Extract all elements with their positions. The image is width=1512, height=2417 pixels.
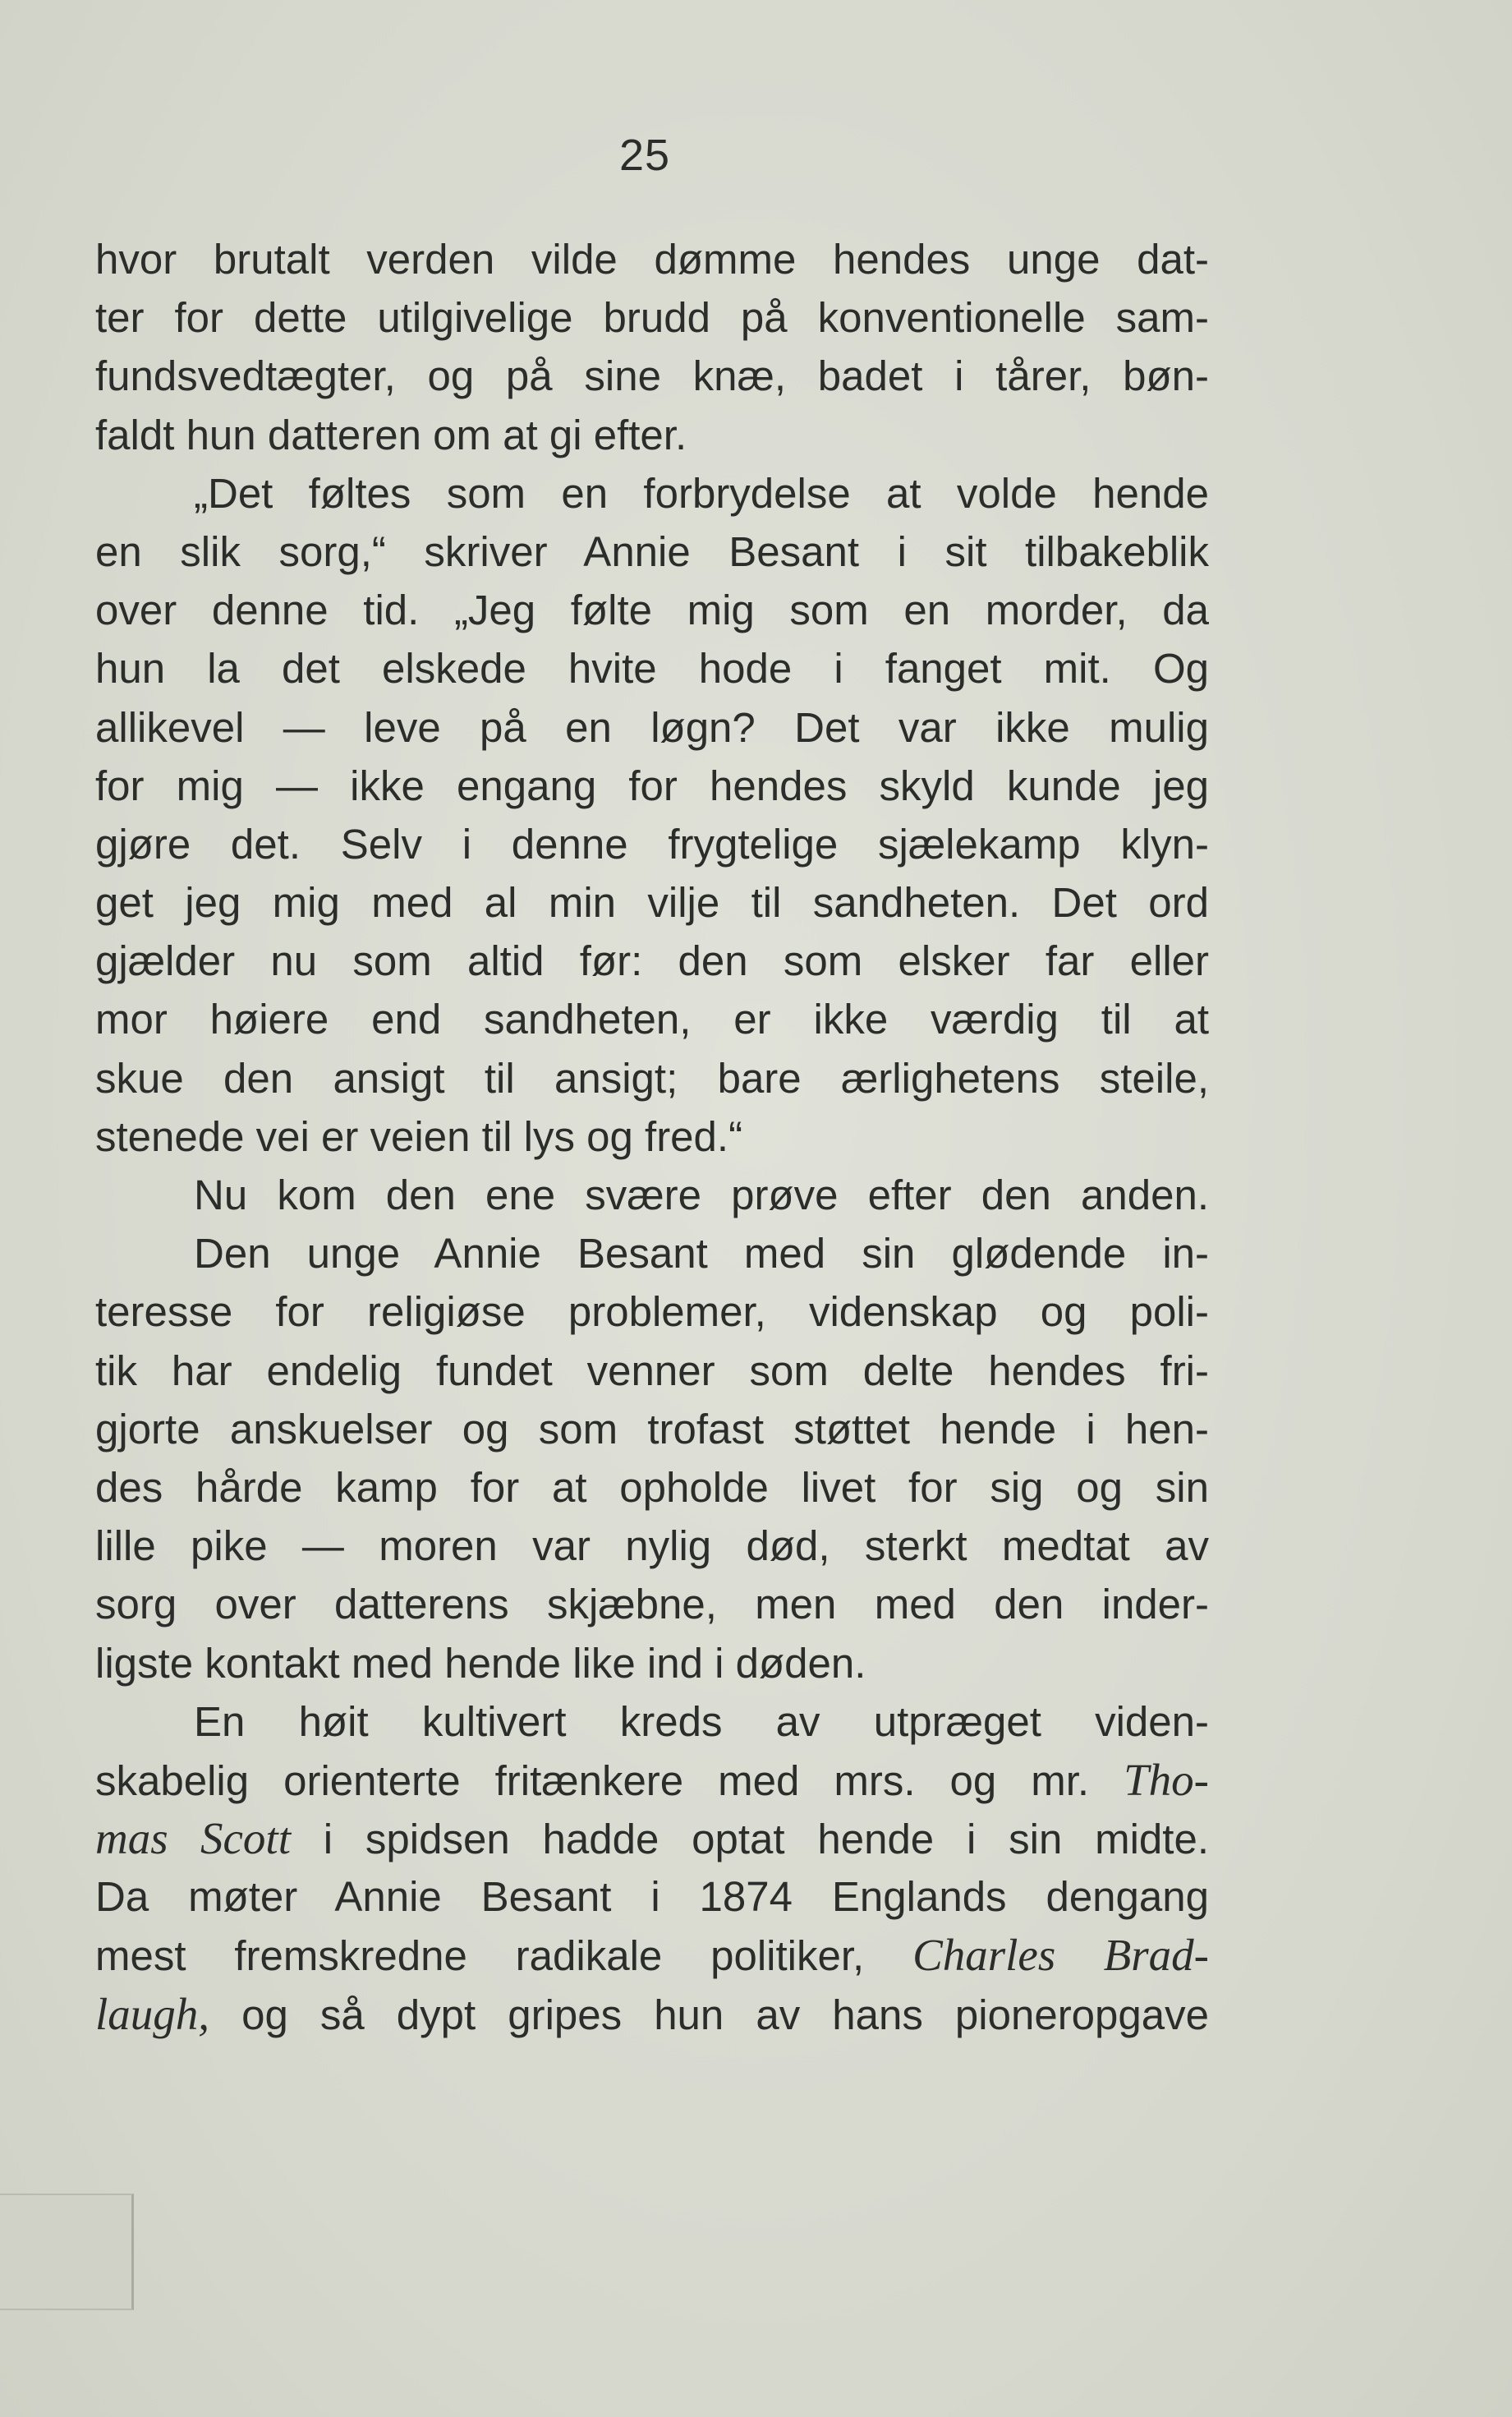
text-line <box>95 873 1209 932</box>
text-segment: hvor brutalt verden vilde dømme hendes unge dat- <box>95 236 1209 283</box>
scan-edge-mark <box>0 2194 134 2310</box>
text-segment: gjælder nu som altid før: den som elsker far eller <box>95 937 1209 985</box>
text-line <box>95 1926 1209 1984</box>
text-line <box>95 523 1209 581</box>
text-segment: i spidsen hadde optat hende i sin midte. <box>290 1816 1209 1863</box>
text-segment: mor høiere end sandheten, er ikke værdig til at <box>95 996 1209 1043</box>
text-segment: ligste kontakt med hende like ind i døden. <box>95 1639 866 1687</box>
text-line <box>95 1575 1209 1633</box>
text-line <box>95 1809 1209 1867</box>
text-segment: „Det føltes som en forbrydelse at volde hende <box>194 469 1209 517</box>
text-line <box>95 698 1209 757</box>
text-segment: mest fremskredne radikale politiker, <box>95 1932 913 1980</box>
text-segment: over denne tid. „Jeg følte mig som en morder, da <box>95 587 1209 634</box>
text-segment: Da møter Annie Besant i 1874 Englands dengang <box>95 1873 1209 1921</box>
text-line <box>95 990 1209 1048</box>
text-segment: hun la det elskede hvite hode i fanget mit. Og <box>95 645 1209 693</box>
text-line <box>95 815 1209 873</box>
text-line <box>95 1517 1209 1575</box>
text-segment: lille pike — moren var nylig død, sterkt medtat av <box>95 1522 1209 1570</box>
text-line <box>95 1692 1209 1751</box>
text-segment: En høit kultivert kreds av utpræget viden- <box>194 1697 1209 1745</box>
text-segment: skue den ansigt til ansigt; bare ærlighetens steile, <box>95 1054 1209 1102</box>
text-segment: en slik sorg,“ skriver Annie Besant i sit tilbakeblik <box>95 527 1209 575</box>
body-text <box>95 230 1209 2043</box>
text-line <box>95 1282 1209 1341</box>
text-segment: allikevel — leve på en løgn? Det var ikke mulig <box>95 703 1209 751</box>
text-line <box>95 1049 1209 1107</box>
text-line <box>95 1224 1209 1282</box>
text-line <box>95 288 1209 347</box>
italic-name: Charles Brad- <box>912 1930 1209 1981</box>
italic-name: mas Scott <box>95 1813 291 1864</box>
text-segment: gjøre det. Selv i denne frygtelige sjælekamp klyn- <box>95 820 1209 868</box>
page-number: 25 <box>618 131 671 180</box>
italic-name: laugh, <box>95 1988 210 2039</box>
text-line <box>95 464 1209 523</box>
text-line <box>95 1985 1209 2043</box>
text-segment: teresse for religiøse problemer, videnskap og poli- <box>95 1288 1209 1336</box>
text-segment: sorg over datterens skjæbne, men med den inder- <box>95 1581 1209 1628</box>
text-line <box>95 1342 1209 1400</box>
text-line <box>95 1458 1209 1517</box>
text-line <box>95 1634 1209 1692</box>
text-segment: og så dypt gripes hun av hans pioneropgave <box>209 1991 1209 2038</box>
text-segment: stenede vei er veien til lys og fred.“ <box>95 1112 743 1160</box>
text-segment: skabelig orienterte fritænkere med mrs. og mr. <box>95 1756 1124 1804</box>
text-line <box>95 1166 1209 1224</box>
text-segment: fundsvedtægter, og på sine knæ, badet i tårer, bøn- <box>95 352 1209 400</box>
text-segment: get jeg mig med al min vilje til sandheten. Det ord <box>95 879 1209 927</box>
text-line <box>95 757 1209 815</box>
text-line <box>95 1107 1209 1166</box>
italic-name: Tho- <box>1124 1754 1209 1805</box>
text-line <box>95 347 1209 405</box>
text-line <box>95 406 1209 464</box>
text-line <box>95 1751 1209 1809</box>
text-line <box>95 230 1209 288</box>
text-line <box>95 1400 1209 1458</box>
text-line <box>95 932 1209 990</box>
text-segment: ter for dette utilgivelige brudd på konventionelle sam- <box>95 294 1209 342</box>
text-segment: Den unge Annie Besant med sin glødende in- <box>194 1230 1209 1278</box>
text-segment: tik har endelig fundet venner som delte hendes fri- <box>95 1347 1209 1394</box>
text-line <box>95 581 1209 639</box>
text-segment: Nu kom den ene svære prøve efter den anden. <box>194 1172 1209 1218</box>
text-segment: for mig — ikke engang for hendes skyld kunde jeg <box>95 762 1209 809</box>
text-line <box>95 639 1209 697</box>
text-segment: gjorte anskuelser og som trofast støttet hende i hen- <box>95 1405 1209 1453</box>
text-line <box>95 1867 1209 1926</box>
text-segment: des hårde kamp for at opholde livet for sig og sin <box>95 1463 1209 1511</box>
text-segment: faldt hun datteren om at gi efter. <box>95 411 687 458</box>
